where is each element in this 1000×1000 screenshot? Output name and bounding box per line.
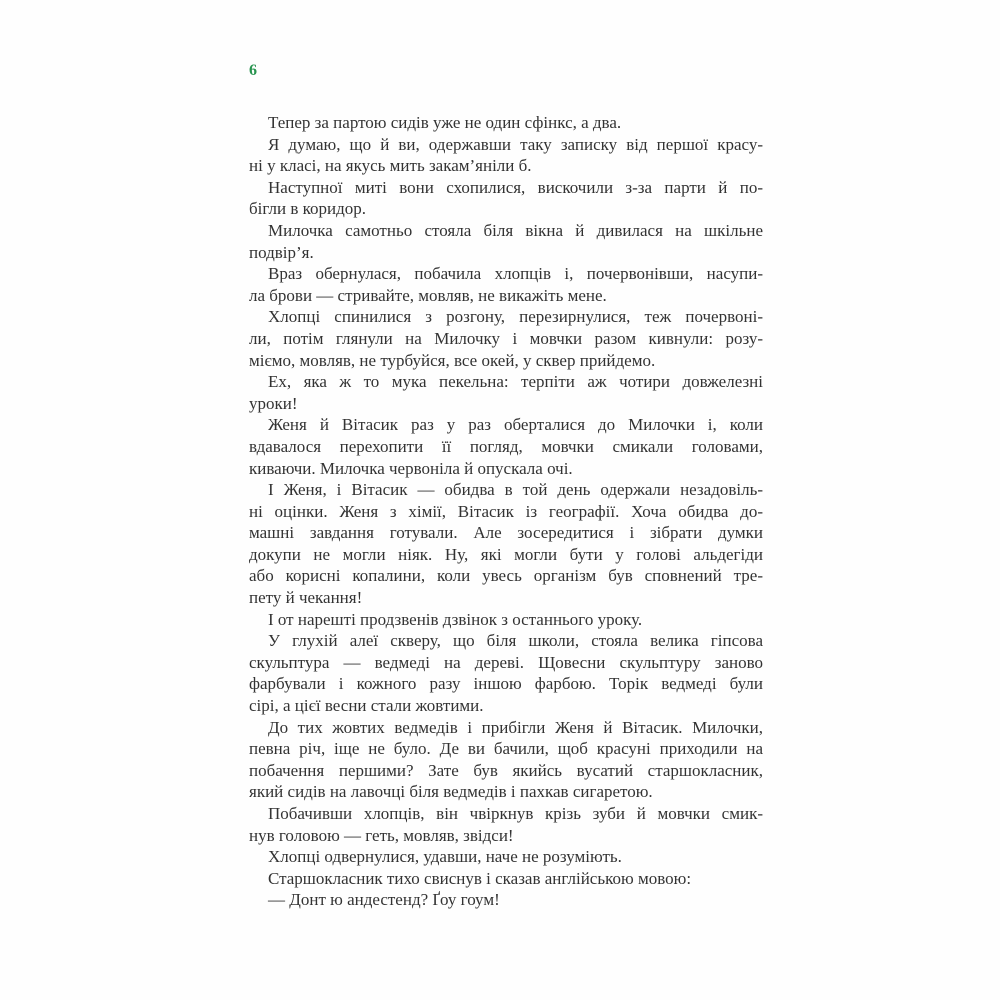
page-text xyxy=(249,112,763,911)
text-line: ла брови — стривайте, мовляв, не викажіть мене. xyxy=(249,285,607,305)
text-line: докупи не могли ніяк. Ну, які могли бути у голові альдегіди xyxy=(249,544,763,564)
text-line: скульптура — ведмеді на дереві. Щовесни скульптуру заново xyxy=(249,652,763,672)
paragraph xyxy=(249,889,763,911)
paragraph xyxy=(249,803,763,846)
paragraph xyxy=(249,177,763,220)
paragraph xyxy=(249,479,763,609)
text-line: Хлопці одвернулися, удавши, наче не розуміють. xyxy=(268,847,622,867)
paragraph xyxy=(249,134,763,177)
text-line: уроки! xyxy=(249,393,298,413)
text-line: Враз обернулася, побачила хлопців і, почервонівши, насупи- xyxy=(268,264,763,284)
text-line: нув головою — геть, мовляв, звідси! xyxy=(249,825,514,845)
paragraph xyxy=(249,868,763,890)
text-line: киваючи. Милочка червоніла й опускала очі. xyxy=(249,458,573,478)
paragraph xyxy=(249,263,763,306)
paragraph xyxy=(249,846,763,868)
text-line: Ех, яка ж то мука пекельна: терпіти аж чотири довжелезні xyxy=(268,372,763,392)
paragraph xyxy=(249,414,763,479)
text-line: машні завдання готували. Але зосередитися і зібрати думки xyxy=(249,523,763,543)
paragraph xyxy=(249,112,763,134)
paragraph xyxy=(249,717,763,803)
text-line: міємо, мовляв, не турбуйся, все окей, у сквер прийдемо. xyxy=(249,350,656,370)
text-line: Тепер за партою сидів уже не один сфінкс, а два. xyxy=(268,113,622,132)
text-line: певна річ, іще не було. Де ви бачили, щоб красуні приходили на xyxy=(249,739,763,759)
text-line: ли, потім глянули на Милочку і мовчки разом кивнули: розу- xyxy=(249,328,763,348)
text-line: І Женя, і Вітасик — обидва в той день одержали незадовіль- xyxy=(268,480,763,500)
text-line: фарбували і кожного разу іншою фарбою. Торік ведмеді були xyxy=(249,674,763,694)
text-line: До тих жовтих ведмедів і прибігли Женя й Вітасик. Милочки, xyxy=(268,717,763,737)
text-line: Хлопці спинилися з розгону, перезирнулися, теж почервоні- xyxy=(268,307,763,327)
text-line: Милочка самотньо стояла біля вікна й дивилася на шкільне xyxy=(268,220,763,240)
text-line: пету й чекання! xyxy=(249,588,363,608)
text-line: який сидів на лавочці біля ведмедів і пахкав сигаретою. xyxy=(249,782,653,802)
text-line: сірі, а цієї весни стали жовтими. xyxy=(249,696,484,716)
text-line: У глухій алеї скверу, що біля школи, стояла велика гіпсова xyxy=(268,631,763,651)
text-line: або корисні копалини, коли увесь організм був сповнений тре- xyxy=(249,566,763,586)
text-line: Я думаю, що й ви, одержавши таку записку від першої красу- xyxy=(268,134,763,154)
text-line: вдавалося перехопити її погляд, мовчки смикали головами, xyxy=(249,436,763,456)
text-line: Старшокласник тихо свиснув і сказав англійською мовою: xyxy=(268,868,692,888)
text-line: ні оцінки. Женя з хімії, Вітасик із географії. Хоча обидва до- xyxy=(249,501,763,521)
paragraph xyxy=(249,630,763,716)
text-line: побачення першими? Зате був якийсь вусатий старшокласник, xyxy=(249,760,763,780)
paragraph xyxy=(249,220,763,263)
text-line: Наступної миті вони схопилися, вискочили з-за парти й по- xyxy=(268,177,763,197)
text-line: Побачивши хлопців, він чвіркнув крізь зуби й мовчки смик- xyxy=(268,804,763,823)
page-number: 6 xyxy=(249,62,257,79)
text-line: Женя й Вітасик раз у раз оберталися до Милочки і, коли xyxy=(268,415,763,435)
text-line: ні у класі, на якусь мить закам’яніли б. xyxy=(249,156,532,176)
paragraph xyxy=(249,609,763,631)
text-line: подвір’я. xyxy=(249,242,314,262)
paragraph xyxy=(249,306,763,371)
text-line: І от нарешті продзвенів дзвінок з останнього уроку. xyxy=(268,609,643,629)
paragraph xyxy=(249,371,763,414)
text-line: бігли в коридор. xyxy=(249,199,366,219)
text-line: — Донт ю андестенд? Ґоу гоум! xyxy=(268,890,500,910)
